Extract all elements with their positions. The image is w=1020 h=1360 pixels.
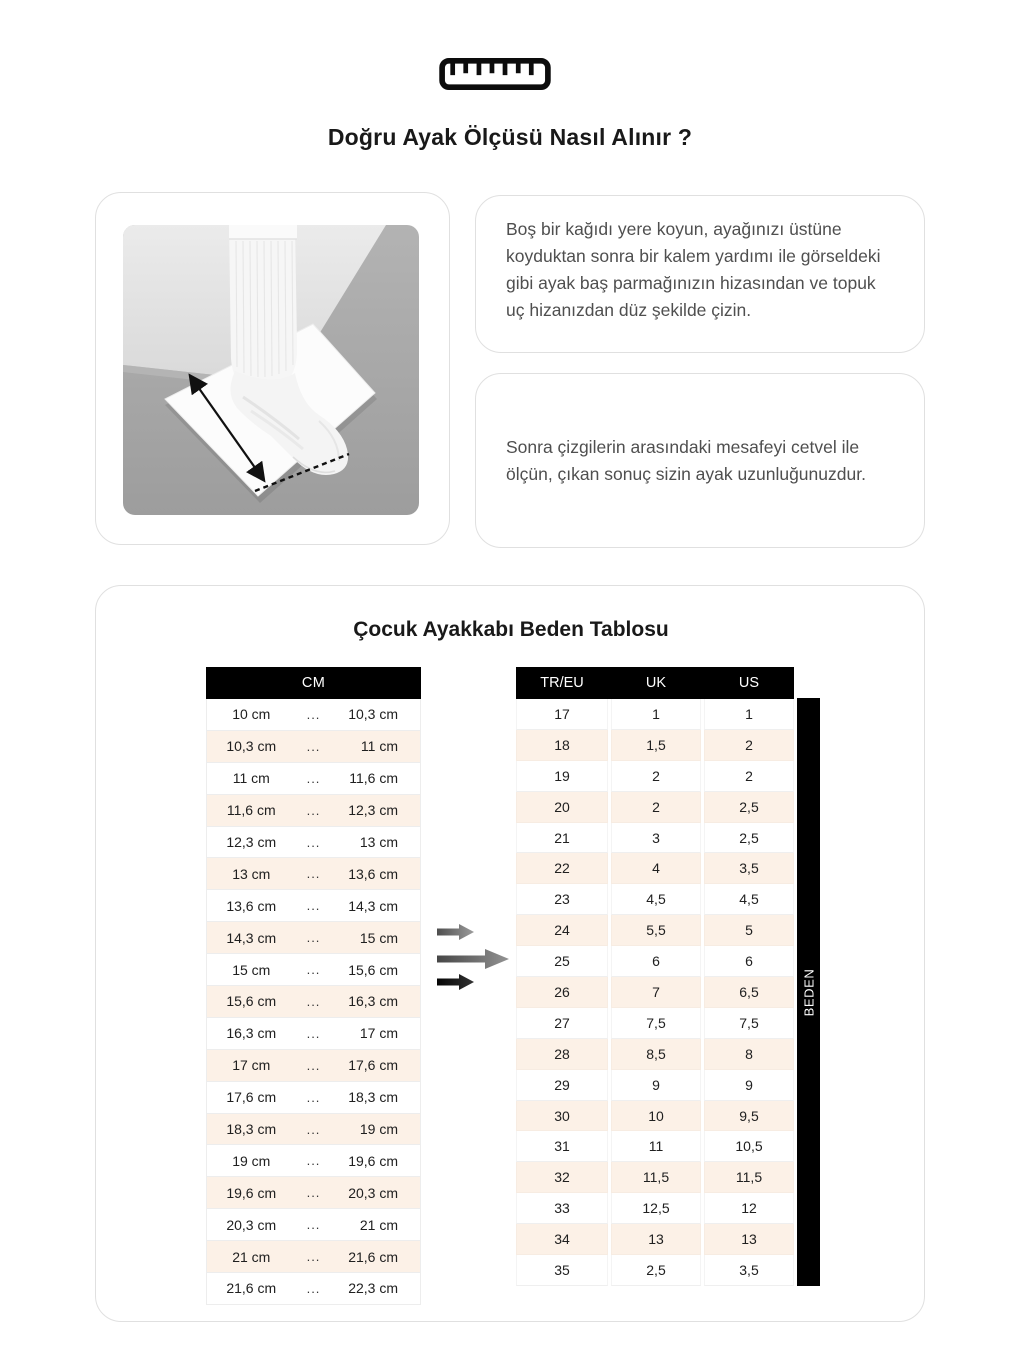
tr-eu-value: 31	[516, 1131, 608, 1162]
uk-value: 12,5	[611, 1193, 701, 1224]
size-row	[516, 1193, 794, 1224]
size-row	[516, 884, 794, 915]
uk-value: 11,5	[611, 1162, 701, 1193]
cm-from: 12,3 cm	[226, 834, 277, 850]
cm-table-header: CM	[206, 667, 421, 699]
range-separator: ...	[306, 706, 321, 722]
uk-value: 10	[611, 1101, 701, 1132]
cm-from: 11,6 cm	[226, 802, 276, 819]
header-us: US	[738, 675, 760, 691]
range-separator: ...	[306, 834, 321, 850]
cm-from: 15,6 cm	[226, 993, 277, 1010]
uk-value: 8,5	[611, 1039, 701, 1070]
us-value: 2	[704, 761, 794, 792]
us-value: 13	[704, 1224, 794, 1255]
us-value: 7,5	[704, 1008, 794, 1039]
cm-from: 11 cm	[232, 770, 270, 787]
cm-to: 10,3 cm	[348, 706, 398, 723]
tr-eu-value: 32	[516, 1162, 608, 1193]
cm-table-rows	[206, 699, 421, 1305]
cm-to: 13,6 cm	[348, 865, 398, 882]
transfer-arrows-icon	[437, 923, 511, 993]
cm-row	[207, 986, 420, 1018]
cm-row	[207, 1082, 420, 1114]
cm-from: 13 cm	[232, 865, 271, 882]
cm-from: 14,3 cm	[226, 929, 277, 946]
size-row	[516, 915, 794, 946]
range-separator: ...	[306, 962, 321, 978]
size-row	[516, 699, 794, 730]
cm-to: 22,3 cm	[348, 1280, 398, 1297]
size-row	[516, 761, 794, 792]
range-separator: ...	[306, 1057, 321, 1073]
uk-value: 4	[611, 853, 701, 884]
cm-row	[207, 699, 420, 731]
cm-to: 11,6 cm	[349, 770, 398, 787]
cm-to: 17,6 cm	[348, 1057, 398, 1074]
tr-eu-value: 28	[516, 1039, 608, 1070]
size-row	[516, 853, 794, 884]
tr-eu-value: 21	[516, 823, 608, 854]
cm-from: 19 cm	[232, 1152, 271, 1169]
size-row	[516, 1162, 794, 1193]
us-value: 10,5	[704, 1131, 794, 1162]
size-row	[516, 977, 794, 1008]
uk-value: 2,5	[611, 1255, 701, 1286]
range-separator: ...	[306, 1280, 321, 1296]
cm-to: 15 cm	[359, 929, 398, 946]
uk-value: 7,5	[611, 1008, 701, 1039]
uk-value: 2	[611, 792, 701, 823]
uk-value: 13	[611, 1224, 701, 1255]
tr-eu-value: 25	[516, 946, 608, 977]
cm-from: 16,3 cm	[226, 1025, 277, 1042]
beden-label: BEDEN	[801, 968, 817, 1016]
cm-row	[207, 922, 420, 954]
size-row	[516, 1070, 794, 1101]
range-separator: ...	[306, 1185, 321, 1201]
cm-from: 17,6 cm	[226, 1089, 277, 1106]
us-value: 2,5	[704, 823, 794, 854]
size-table-header-row	[516, 667, 794, 699]
cm-to: 14,3 cm	[348, 897, 398, 914]
cm-table	[206, 667, 421, 1305]
range-separator: ...	[306, 738, 321, 754]
uk-value: 9	[611, 1070, 701, 1101]
cm-row	[207, 1114, 420, 1146]
tr-eu-value: 29	[516, 1070, 608, 1101]
tr-eu-value: 18	[516, 730, 608, 761]
tr-eu-value: 19	[516, 761, 608, 792]
us-value: 8	[704, 1039, 794, 1070]
range-separator: ...	[306, 1249, 321, 1265]
tr-eu-value: 24	[516, 915, 608, 946]
uk-value: 4,5	[611, 884, 701, 915]
tr-eu-value: 23	[516, 884, 608, 915]
tr-eu-value: 22	[516, 853, 608, 884]
header-tr-eu: TR/EU	[540, 675, 584, 691]
tr-eu-value: 33	[516, 1193, 608, 1224]
uk-value: 2	[611, 761, 701, 792]
cm-row	[207, 1050, 420, 1082]
cm-to: 11 cm	[360, 738, 398, 755]
cm-row	[207, 795, 420, 827]
uk-value: 1	[611, 699, 701, 730]
cm-to: 15,6 cm	[348, 961, 398, 978]
cm-to: 17 cm	[359, 1025, 398, 1042]
us-value: 12	[704, 1193, 794, 1224]
cm-row	[207, 1209, 420, 1241]
tr-eu-value: 20	[516, 792, 608, 823]
instruction-step-2: Sonra çizgilerin arasındaki mesafeyi cetvel ile ölçün, çıkan sonuç sizin ayak uzunluğunuzdur.	[506, 436, 866, 484]
cm-from: 10 cm	[232, 706, 271, 723]
cm-to: 19 cm	[359, 1121, 398, 1138]
uk-value: 11	[611, 1131, 701, 1162]
cm-from: 21,6 cm	[226, 1280, 277, 1297]
tr-eu-value: 26	[516, 977, 608, 1008]
range-separator: ...	[306, 993, 321, 1009]
ruler-icon	[437, 57, 553, 91]
cm-row	[207, 890, 420, 922]
size-row	[516, 823, 794, 854]
size-row	[516, 1224, 794, 1255]
size-row	[516, 730, 794, 761]
cm-row	[207, 1273, 420, 1304]
foot-measurement-photo	[123, 225, 419, 515]
size-table-rows	[516, 699, 794, 1286]
range-separator: ...	[306, 1089, 321, 1105]
range-separator: ...	[306, 1025, 321, 1041]
size-row	[516, 1039, 794, 1070]
range-separator: ...	[306, 770, 321, 786]
cm-row	[207, 827, 420, 859]
tr-eu-value: 27	[516, 1008, 608, 1039]
uk-value: 1,5	[611, 730, 701, 761]
us-value: 11,5	[704, 1162, 794, 1193]
cm-row	[207, 1241, 420, 1273]
cm-row	[207, 858, 420, 890]
size-conversion-table	[516, 667, 794, 1286]
range-separator: ...	[306, 930, 321, 946]
cm-to: 13 cm	[359, 834, 398, 850]
size-row	[516, 1255, 794, 1286]
instruction-card-1	[475, 195, 925, 353]
uk-value: 6	[611, 946, 701, 977]
uk-value: 5,5	[611, 915, 701, 946]
us-value: 3,5	[704, 1255, 794, 1286]
cm-to: 21 cm	[359, 1216, 398, 1233]
beden-side-bar	[797, 698, 820, 1286]
measurement-photo-card	[95, 192, 450, 545]
us-value: 9	[704, 1070, 794, 1101]
cm-from: 18,3 cm	[226, 1121, 277, 1138]
us-value: 2,5	[704, 792, 794, 823]
us-value: 3,5	[704, 853, 794, 884]
cm-row	[207, 763, 420, 795]
size-row	[516, 946, 794, 977]
cm-to: 21,6 cm	[348, 1248, 398, 1265]
cm-row	[207, 1145, 420, 1177]
cm-from: 19,6 cm	[226, 1184, 277, 1201]
cm-to: 12,3 cm	[348, 802, 398, 819]
cm-to: 16,3 cm	[348, 993, 398, 1010]
range-separator: ...	[306, 866, 321, 882]
instruction-step-1: Boş bir kağıdı yere koyun, ayağınızı üstüne koyduktan sonra bir kalem yardımı ile görseldeki gibi ayak baş parmağınızın hizasından ve topuk uç hizanızdan düz şekilde çizin.	[506, 219, 881, 320]
us-value: 2	[704, 730, 794, 761]
us-value: 4,5	[704, 884, 794, 915]
cm-to: 19,6 cm	[348, 1152, 398, 1169]
us-value: 6	[704, 946, 794, 977]
page-title: Doğru Ayak Ölçüsü Nasıl Alınır ?	[327, 124, 693, 150]
cm-from: 17 cm	[232, 1057, 271, 1074]
us-value: 6,5	[704, 977, 794, 1008]
cm-from: 13,6 cm	[226, 897, 277, 914]
range-separator: ...	[306, 802, 321, 818]
us-value: 9,5	[704, 1101, 794, 1132]
tr-eu-value: 34	[516, 1224, 608, 1255]
cm-to: 18,3 cm	[348, 1089, 398, 1106]
size-row	[516, 1008, 794, 1039]
cm-to: 20,3 cm	[348, 1184, 398, 1201]
range-separator: ...	[306, 1121, 321, 1137]
cm-from: 20,3 cm	[226, 1216, 277, 1233]
size-row	[516, 792, 794, 823]
range-separator: ...	[306, 898, 321, 914]
size-table-title: Çocuk Ayakkabı Beden Tablosu	[353, 618, 669, 641]
size-row	[516, 1131, 794, 1162]
cm-row	[207, 954, 420, 986]
range-separator: ...	[306, 1217, 321, 1233]
cm-from: 10,3 cm	[226, 738, 277, 755]
uk-value: 3	[611, 823, 701, 854]
cm-from: 15 cm	[232, 961, 271, 978]
tr-eu-value: 35	[516, 1255, 608, 1286]
size-row	[516, 1101, 794, 1132]
tr-eu-value: 17	[516, 699, 608, 730]
range-separator: ...	[306, 1153, 321, 1169]
tr-eu-value: 30	[516, 1101, 608, 1132]
header-uk: UK	[645, 675, 667, 691]
cm-row	[207, 731, 420, 763]
cm-row	[207, 1177, 420, 1209]
cm-row	[207, 1018, 420, 1050]
uk-value: 7	[611, 977, 701, 1008]
instruction-card-2	[475, 373, 925, 548]
size-table-card	[95, 585, 925, 1322]
us-value: 1	[704, 699, 794, 730]
cm-from: 21 cm	[232, 1248, 271, 1265]
us-value: 5	[704, 915, 794, 946]
